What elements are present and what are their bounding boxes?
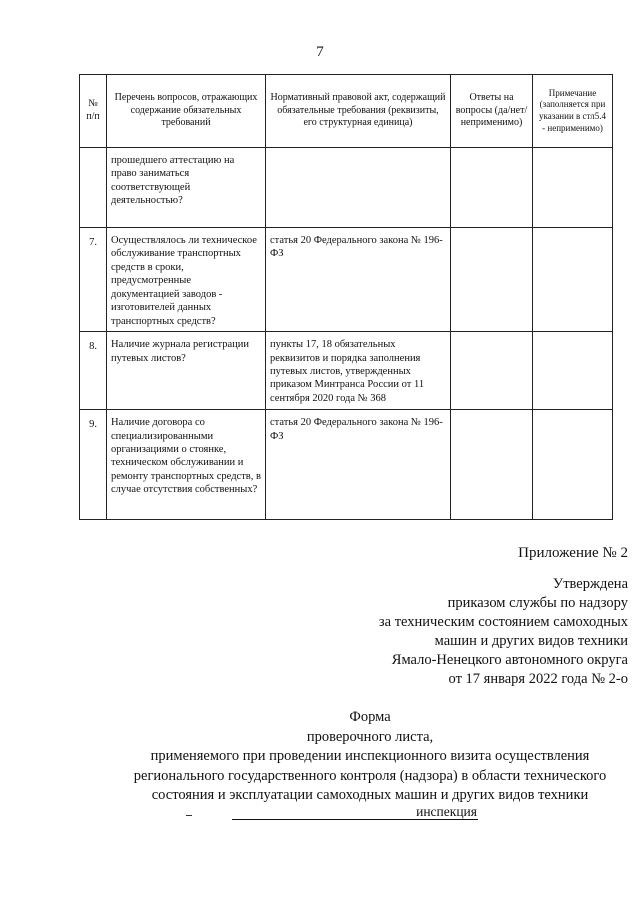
- row-answer: [451, 148, 533, 228]
- form-title-line: применяемого при проведении инспекционного визита осуществления: [150, 748, 590, 764]
- approval-line: за техническим состоянием самоходных: [378, 614, 628, 630]
- row-num: 9.: [80, 410, 107, 520]
- row-question: Наличие журнала регистрации путевых листов?: [107, 332, 266, 410]
- dash-mark: [186, 815, 192, 816]
- page-number: 7: [316, 44, 324, 60]
- row-act: [266, 148, 451, 228]
- form-title-line: состояния и эксплуатации самоходных машин и других видов техники: [151, 787, 589, 803]
- row-answer: [451, 332, 533, 410]
- row-num: 8.: [80, 332, 107, 410]
- row-question: прошедшего аттестацию на право заниматься соответствующей деятельностью?: [107, 148, 266, 228]
- approval-line: от 17 января 2022 года № 2-о: [448, 671, 628, 687]
- header-num: № п/п: [80, 75, 107, 148]
- header-note: Примечание (заполняется при указании в стл5.4 - неприменимо): [533, 75, 613, 148]
- row-answer: [451, 410, 533, 520]
- appendix-label: Приложение № 2: [518, 545, 628, 561]
- header-act: Нормативный правовой акт, содержащий обязательные требования (реквизиты, его структурная единица): [266, 75, 451, 148]
- row-note: [533, 332, 613, 410]
- table-header-row: [80, 75, 613, 148]
- row-num: [80, 148, 107, 228]
- checklist-table: [79, 74, 613, 520]
- table-row: [80, 410, 613, 520]
- approval-line: Ямало-Ненецкого автономного округа: [391, 652, 628, 668]
- row-num: 7.: [80, 228, 107, 332]
- row-act: статья 20 Федерального закона № 196-ФЗ: [266, 410, 451, 520]
- row-note: [533, 148, 613, 228]
- table-row: [80, 228, 613, 332]
- row-act: статья 20 Федерального закона № 196-ФЗ: [266, 228, 451, 332]
- row-note: [533, 410, 613, 520]
- approval-line: приказом службы по надзору: [447, 595, 628, 611]
- approval-line: Утверждена: [552, 576, 628, 592]
- form-title-line: регионального государственного контроля (надзора) в области технического: [133, 767, 607, 784]
- approval-block: [379, 575, 628, 689]
- row-answer: [451, 228, 533, 332]
- form-title: [40, 708, 640, 806]
- row-question: Осуществлялось ли техническое обслуживание транспортных средств в сроки, предусмотренные документацией заводов - изготовителей данных транспортных средств?: [107, 228, 266, 332]
- table-row: [80, 332, 613, 410]
- form-title-line: Форма: [349, 709, 391, 725]
- row-act: пункты 17, 18 обязательных реквизитов и порядка заполнения путевых листов, утвержденных приказом Минтранса России от 11 сентября 2020 года № 368: [266, 332, 451, 410]
- header-question: Перечень вопросов, отражающих содержание обязательных требований: [107, 75, 266, 148]
- form-title-line: проверочного листа,: [306, 728, 434, 745]
- inspection-label: инспекция: [416, 804, 477, 819]
- approval-line: машин и других видов техники: [434, 633, 628, 649]
- header-answer: Ответы на вопросы (да/нет/ неприменимо): [451, 75, 533, 148]
- row-question: Наличие договора со специализированными организациями о стоянке, техническом обслуживании и ремонту транспортных средств, в случае отсутствия собственных?: [107, 410, 266, 520]
- row-note: [533, 228, 613, 332]
- table-row: [80, 148, 613, 228]
